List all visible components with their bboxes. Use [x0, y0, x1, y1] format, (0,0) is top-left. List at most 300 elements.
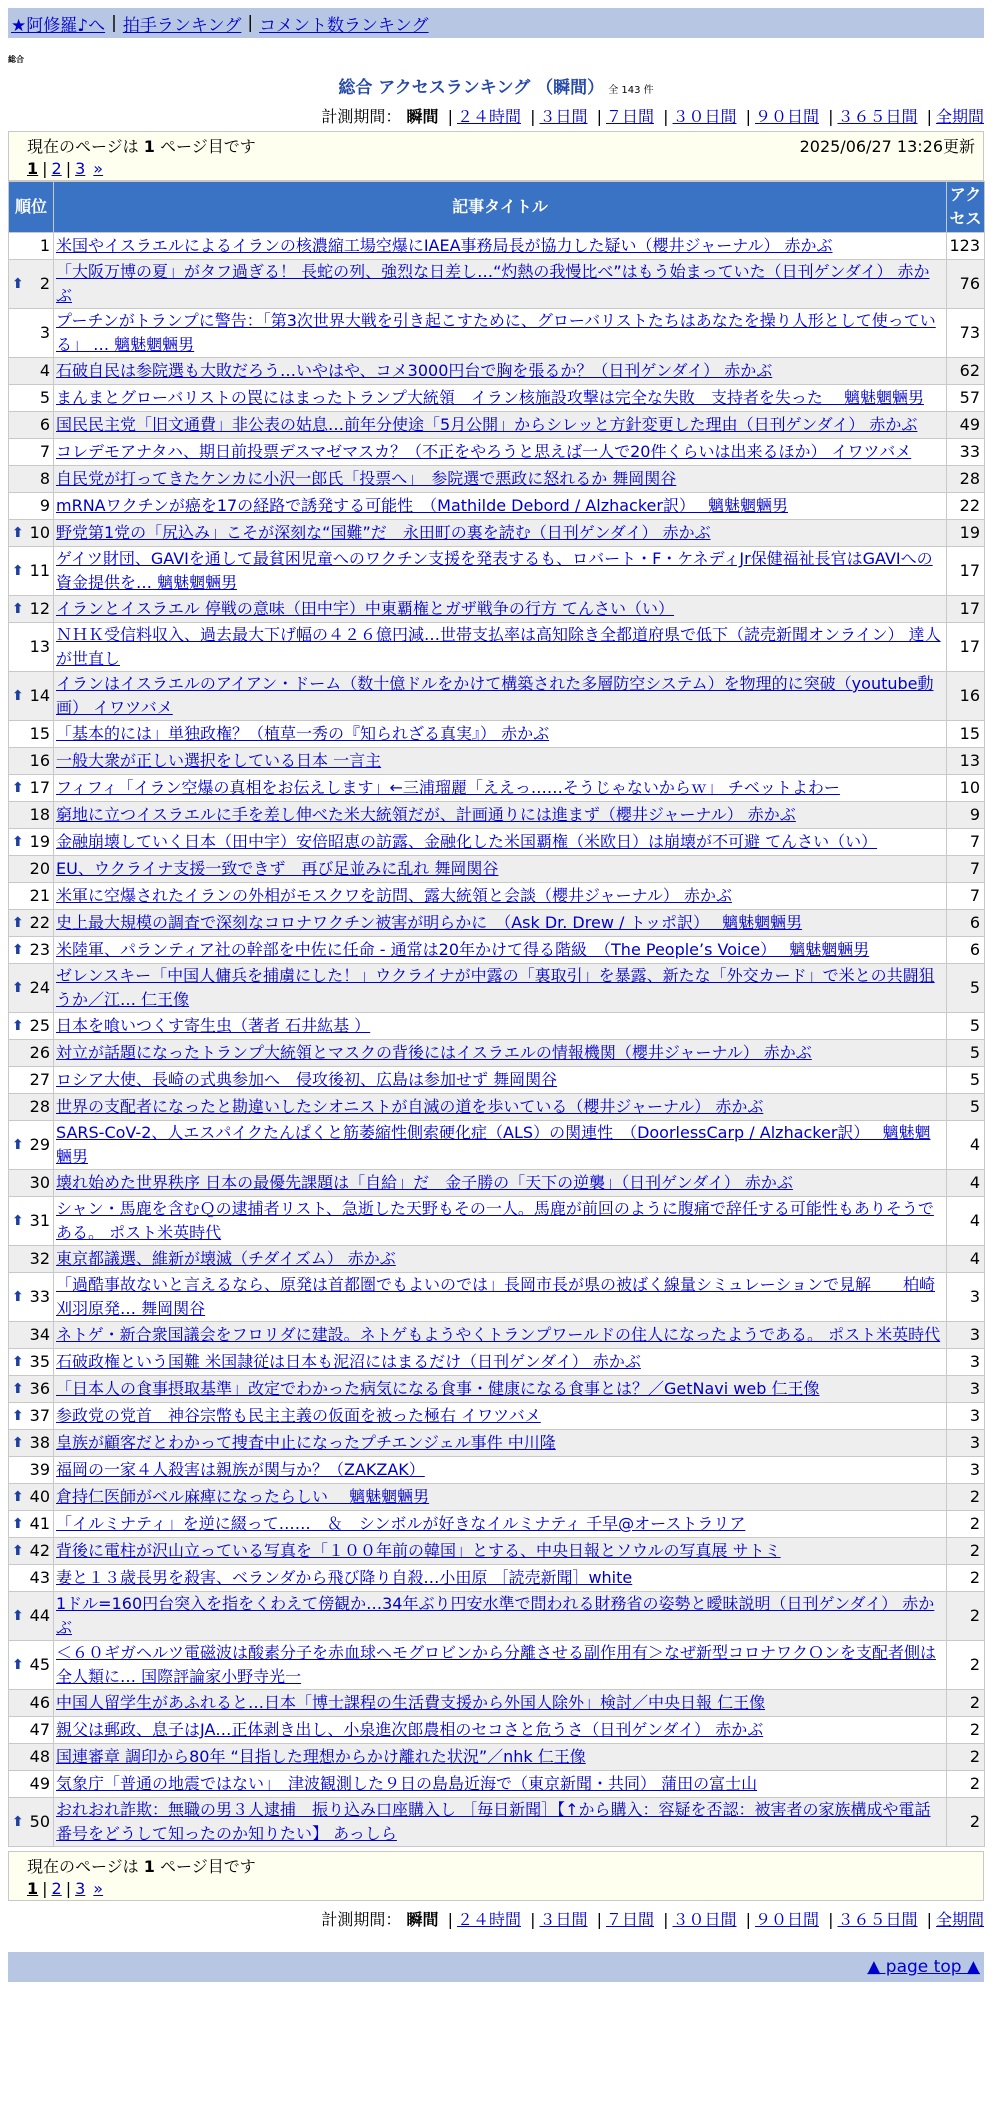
- pager-link-2[interactable]: 2: [51, 158, 62, 178]
- period-link-7d[interactable]: ７日間: [605, 1910, 654, 1929]
- access-count: 2: [947, 1592, 985, 1641]
- article-link[interactable]: ネトゲ・新合衆国議会をフロリダに建設。ネトゲもようやくトランプワールドの住人になったようである。 ポスト米英時代: [56, 1325, 941, 1344]
- article-link[interactable]: 「日本人の食事摂取基準」改定でわかった病気になる食事・健康になる食事とは？／GetNavi web 仁王像: [56, 1379, 820, 1398]
- page-title: [0, 73, 992, 98]
- title-cell: [54, 1641, 947, 1690]
- table-row: [9, 1511, 985, 1538]
- access-count: 3: [947, 1457, 985, 1484]
- access-count: 4: [947, 1197, 985, 1246]
- title-cell: [54, 385, 947, 412]
- access-count: 2: [947, 1511, 985, 1538]
- rank-up-arrow-icon: ⬆: [12, 601, 24, 617]
- article-link[interactable]: 野党第1党の「尻込み」こそが深刻な“国難”だ 永田町の裏を読む（日刊ゲンダイ） 赤かぶ: [56, 523, 711, 542]
- title-cell: [54, 1457, 947, 1484]
- rank-number: 19: [29, 832, 50, 851]
- article-link[interactable]: 米陸軍、パランティア社の幹部を中佐に任命 - 通常は20年かけて得る階級 （The People’s Voice） 魑魅魍魎男: [56, 940, 870, 959]
- table-row: [9, 1641, 985, 1690]
- period-link-30d[interactable]: ３０日間: [672, 107, 737, 126]
- title-cell: [54, 520, 947, 547]
- title-cell: [54, 493, 947, 520]
- access-count: 123: [947, 233, 985, 260]
- rank-cell: [9, 1511, 54, 1538]
- period-link-30d[interactable]: ３０日間: [672, 1910, 737, 1929]
- rank-cell: [9, 1170, 54, 1197]
- rank-up-arrow-icon: ⬆: [12, 834, 24, 850]
- rank-cell: [9, 233, 54, 260]
- rank-up-arrow-icon: ⬆: [12, 1435, 24, 1451]
- article-link[interactable]: 金融崩壊していく日本（田中宇）安倍昭恵の訪露、金融化した米国覇権（米欧日）は崩壊が不可避 てんさい（い）: [56, 832, 878, 851]
- access-count: 62: [947, 358, 985, 385]
- period-selector-top: 計測期間： 瞬間 | ２４時間 | ３日間 | ７日間 | ３０日間 | ９０日間 | ３６５日間 | 全期間: [321, 107, 984, 126]
- title-cell: [54, 1690, 947, 1717]
- article-link[interactable]: 米国やイスラエルによるイランの核濃縮工場空爆にIAEA事務局長が協力した疑い（櫻井ジャーナル） 赤かぶ: [56, 236, 833, 255]
- title-cell: [54, 1013, 947, 1040]
- title-cell: [54, 1197, 947, 1246]
- period-label: 計測期間：: [321, 107, 402, 126]
- rank-cell: [9, 412, 54, 439]
- rank-cell: [9, 1641, 54, 1690]
- access-count: 33: [947, 439, 985, 466]
- rank-up-arrow-icon: ⬆: [12, 942, 24, 958]
- access-count: 49: [947, 412, 985, 439]
- rank-cell: [9, 1067, 54, 1094]
- table-row: [9, 721, 985, 748]
- title-cell: [54, 910, 947, 937]
- rank-number: 5: [39, 388, 50, 407]
- table-row: [9, 1484, 985, 1511]
- table-row: [9, 520, 985, 547]
- period-link-3d[interactable]: ３日間: [539, 1910, 588, 1929]
- article-link[interactable]: 福岡の一家４人殺害は親族が関与か？（ZAKZAK）: [56, 1460, 425, 1479]
- rank-number: 10: [29, 523, 50, 542]
- nav-link-comment-ranking[interactable]: コメント数ランキング: [259, 15, 429, 36]
- table-row: [9, 1273, 985, 1322]
- rank-number: 30: [29, 1173, 50, 1192]
- rank-up-arrow-icon: ⬆: [12, 1213, 24, 1229]
- period-link-24h[interactable]: ２４時間: [456, 1910, 521, 1929]
- period-link-all[interactable]: 全期間: [935, 1910, 984, 1929]
- rank-number: 36: [29, 1379, 50, 1398]
- article-link[interactable]: 石破政権という国難 米国隷従は日本も泥沼にはまるだけ（日刊ゲンダイ） 赤かぶ: [56, 1352, 641, 1371]
- table-row: [9, 1246, 985, 1273]
- rank-cell: [9, 1094, 54, 1121]
- rank-cell: [9, 358, 54, 385]
- current-page-text: 現在のページは 1 ページ目です: [27, 136, 256, 156]
- page-title-text: 総合 アクセスランキング （瞬間）: [338, 78, 605, 98]
- access-count: 22: [947, 493, 985, 520]
- title-cell: [54, 829, 947, 856]
- rank-number: 29: [29, 1135, 50, 1154]
- pager-next[interactable]: »: [93, 158, 104, 178]
- rank-number: 27: [29, 1070, 50, 1089]
- title-cell: [54, 775, 947, 802]
- period-link-365d[interactable]: ３６５日間: [837, 1910, 918, 1929]
- article-link[interactable]: EU、ウクライナ支援一致できず 再び足並みに乱れ 舞岡関谷: [56, 859, 499, 878]
- rank-cell: [9, 672, 54, 721]
- table-row: [9, 358, 985, 385]
- access-count: 73: [947, 309, 985, 358]
- title-cell: [54, 1121, 947, 1170]
- rank-cell: [9, 1457, 54, 1484]
- title-cell: [54, 1376, 947, 1403]
- access-count: 76: [947, 260, 985, 309]
- bottom-bar: [8, 1952, 984, 1982]
- title-cell: [54, 1538, 947, 1565]
- access-count: 7: [947, 829, 985, 856]
- table-row: [9, 1403, 985, 1430]
- access-count: 6: [947, 910, 985, 937]
- title-cell: [54, 1565, 947, 1592]
- rank-number: 45: [29, 1655, 50, 1674]
- header-access: アクセス: [947, 182, 985, 233]
- access-count: 4: [947, 1121, 985, 1170]
- access-count: 3: [947, 1349, 985, 1376]
- title-cell: [54, 1484, 947, 1511]
- nav-link-applause-ranking[interactable]: 拍手ランキング: [122, 15, 242, 36]
- rank-cell: [9, 385, 54, 412]
- table-row: [9, 748, 985, 775]
- rank-number: 15: [29, 724, 50, 743]
- rank-up-arrow-icon: ⬆: [12, 1489, 24, 1505]
- access-count: 6: [947, 937, 985, 964]
- table-row: [9, 412, 985, 439]
- rank-number: 2: [39, 274, 50, 293]
- rank-cell: [9, 309, 54, 358]
- rank-cell: [9, 883, 54, 910]
- period-selector-bottom: 計測期間： 瞬間 | ２４時間 | ３日間 | ７日間 | ３０日間 | ９０日間 | ３６５日間 | 全期間: [321, 1910, 984, 1929]
- title-cell: [54, 1592, 947, 1641]
- rank-cell: [9, 520, 54, 547]
- period-link-24h[interactable]: ２４時間: [456, 107, 521, 126]
- access-count: 7: [947, 883, 985, 910]
- access-count: 5: [947, 1013, 985, 1040]
- article-link[interactable]: 国民民主党「旧文通費」非公表の姑息…前年分使途「5月公開」からシレッと方針変更した理由（日刊ゲンダイ） 赤かぶ: [56, 415, 918, 434]
- access-count: 4: [947, 1246, 985, 1273]
- page-info-bottom: [8, 1851, 984, 1901]
- rank-up-arrow-icon: ⬆: [12, 980, 24, 996]
- rank-number: 9: [39, 496, 50, 515]
- table-row: [9, 883, 985, 910]
- rank-number: 16: [29, 751, 50, 770]
- article-link[interactable]: 壊れ始めた世界秩序 日本の最優先課題は「自給」だ 金子勝の「天下の逆襲」（日刊ゲンダイ） 赤かぶ: [56, 1173, 793, 1192]
- article-link[interactable]: 一般大衆が正しい選択をしている日本 一言主: [56, 751, 382, 770]
- rank-cell: [9, 1040, 54, 1067]
- header-rank: 順位: [9, 182, 54, 233]
- period-current: 瞬間: [406, 1910, 439, 1929]
- rank-number: 47: [29, 1720, 50, 1739]
- rank-number: 23: [29, 940, 50, 959]
- article-link[interactable]: イランとイスラエル 停戦の意味（田中宇）中東覇権とガザ戦争の行方 てんさい（い）: [56, 599, 675, 618]
- rank-number: 39: [29, 1460, 50, 1479]
- rank-cell: [9, 623, 54, 672]
- title-cell: [54, 260, 947, 309]
- ranking-table: [8, 181, 985, 1847]
- table-row: [9, 1376, 985, 1403]
- access-count: 2: [947, 1565, 985, 1592]
- article-link[interactable]: ＜６０ギガヘルツ電磁波は酸素分子を赤血球ヘモグロビンから分離させる副作用有＞なぜ新型コロナワクＯンを支配者側は全人類に… 国際評論家小野寺光一: [56, 1643, 937, 1686]
- rank-cell: [9, 1717, 54, 1744]
- rank-number: 26: [29, 1043, 50, 1062]
- article-link[interactable]: 国連審章 調印から80年 “目指した理想からかけ離れた状況”／nhk 仁王像: [56, 1747, 586, 1766]
- total-count: 全 143 件: [608, 85, 654, 96]
- access-count: 2: [947, 1484, 985, 1511]
- rank-number: 41: [29, 1514, 50, 1533]
- table-row: [9, 829, 985, 856]
- rank-number: 7: [39, 442, 50, 461]
- table-row: [9, 1457, 985, 1484]
- rank-number: 17: [29, 778, 50, 797]
- rank-number: 46: [29, 1693, 50, 1712]
- rank-cell: [9, 1690, 54, 1717]
- rank-up-arrow-icon: ⬆: [12, 1018, 24, 1034]
- title-cell: [54, 721, 947, 748]
- rank-number: 40: [29, 1487, 50, 1506]
- pager-link-3[interactable]: 3: [75, 158, 86, 178]
- article-link[interactable]: 米軍に空爆されたイランの外相がモスクワを訪問、露大統領と会談（櫻井ジャーナル） 赤かぶ: [56, 886, 732, 905]
- rank-cell: [9, 1246, 54, 1273]
- rank-cell: [9, 547, 54, 596]
- rank-number: 44: [29, 1606, 50, 1625]
- access-count: 2: [947, 1641, 985, 1690]
- article-link[interactable]: SARS-CoV-2、人エスパイクたんぱくと筋萎縮性側索硬化症（ALS）の関連性 （DoorlessCarp / Alzhacker訳） 魑魅魍魎男: [56, 1123, 931, 1166]
- table-row: [9, 775, 985, 802]
- article-link[interactable]: プーチンがトランプに警告：「第3次世界大戦を引き起こすために、グローバリストたちはあなたを操り人形として使っている」 … 魑魅魍魎男: [56, 311, 936, 354]
- access-count: 2: [947, 1717, 985, 1744]
- rank-number: 6: [39, 415, 50, 434]
- article-link[interactable]: 背後に電柱が沢山立っている写真を「１００年前の韓国」とする、中央日報とソウルの写真展 サトミ: [56, 1541, 781, 1560]
- pager-link-2[interactable]: 2: [51, 1878, 62, 1898]
- article-link[interactable]: まんまとグローバリストの罠にはまったトランプ大統領 イラン核施設攻撃は完全な失敗 支持者を失った 魑魅魍魎男: [56, 388, 924, 407]
- access-count: 4: [947, 1170, 985, 1197]
- article-link[interactable]: フィフィ「イラン空爆の真相をお伝えします」←三浦瑠麗「ええっ……そうじゃないからｗ」 チベットよわー: [56, 778, 840, 797]
- access-count: 57: [947, 385, 985, 412]
- rank-cell: [9, 1376, 54, 1403]
- title-cell: [54, 1717, 947, 1744]
- ranking-table-body: [9, 233, 985, 1847]
- access-count: 2: [947, 1771, 985, 1798]
- article-link[interactable]: ロシア大使、長崎の式典参加へ 侵攻後初、広島は参加せず 舞岡関谷: [56, 1070, 558, 1089]
- rank-number: 42: [29, 1541, 50, 1560]
- table-row: [9, 1349, 985, 1376]
- article-link[interactable]: 参政党の党首 神谷宗幣も民主主義の仮面を被った極右 イワツバメ: [56, 1406, 541, 1425]
- title-cell: [54, 547, 947, 596]
- access-count: 3: [947, 1322, 985, 1349]
- access-count: 5: [947, 964, 985, 1013]
- access-count: 5: [947, 1067, 985, 1094]
- page-info-top: [8, 131, 984, 181]
- rank-cell: [9, 1538, 54, 1565]
- table-row: [9, 385, 985, 412]
- access-count: 3: [947, 1376, 985, 1403]
- period-link-90d[interactable]: ９０日間: [754, 107, 819, 126]
- table-row: [9, 1592, 985, 1641]
- title-cell: [54, 309, 947, 358]
- access-count: 3: [947, 1273, 985, 1322]
- article-link[interactable]: 史上最大規模の調査で深刻なコロナワクチン被害が明らかに （Ask Dr. Drew / トッポ訳） 魑魅魍魎男: [56, 913, 803, 932]
- article-link[interactable]: ゼレンスキー「中国人傭兵を捕虜にした！」ウクライナが中露の「裏取引」を暴露、新たな「外交カード」で米との共闘狙うか／江… 仁王像: [56, 966, 935, 1009]
- table-row: [9, 937, 985, 964]
- top-nav-bar: [8, 8, 984, 38]
- access-count: 3: [947, 1403, 985, 1430]
- table-row: [9, 910, 985, 937]
- rank-up-arrow-icon: ⬆: [12, 563, 24, 579]
- article-link[interactable]: ＮＨＫ受信料収入、過去最大下げ幅の４２６億円減…世帯支払率は高知除き全都道府県で低下（読売新聞オンライン） 達人が世直し: [56, 625, 941, 668]
- article-link[interactable]: 日本を喰いつくす寄生虫（著者 石井紘基 ）: [56, 1016, 371, 1035]
- title-cell: [54, 748, 947, 775]
- table-row: [9, 439, 985, 466]
- table-row: [9, 1744, 985, 1771]
- access-count: 5: [947, 1040, 985, 1067]
- title-cell: [54, 964, 947, 1013]
- article-link[interactable]: 1ドル=160円台突入を指をくわえて傍観か…34年ぶり円安水準で問われる財務省の姿勢と曖昧説明（日刊ゲンダイ） 赤かぶ: [56, 1594, 935, 1637]
- access-count: 19: [947, 520, 985, 547]
- title-cell: [54, 1430, 947, 1457]
- article-link[interactable]: 窮地に立つイスラエルに手を差し伸べた米大統領だが、計画通りには進まず（櫻井ジャーナル） 赤かぶ: [56, 805, 796, 824]
- title-cell: [54, 1798, 947, 1847]
- article-link[interactable]: 世界の支配者になったと勘違いしたシオニストが自滅の道を歩いている（櫻井ジャーナル） 赤かぶ: [56, 1097, 764, 1116]
- rank-number: 24: [29, 978, 50, 997]
- access-count: 10: [947, 775, 985, 802]
- rank-number: 28: [29, 1097, 50, 1116]
- table-row: [9, 1771, 985, 1798]
- title-cell: [54, 233, 947, 260]
- article-link[interactable]: おれおれ詐欺：無職の男３人逮捕 振り込み口座購入し ［毎日新聞］【↑から購入：容疑を否認：被害者の家族構成や電話番号をどうして知ったのか知りたい】 あっしら: [56, 1800, 931, 1843]
- rank-number: 33: [29, 1287, 50, 1306]
- rank-up-arrow-icon: ⬆: [12, 915, 24, 931]
- rank-number: 49: [29, 1774, 50, 1793]
- table-row: [9, 856, 985, 883]
- pager-link-3[interactable]: 3: [75, 1878, 86, 1898]
- article-link[interactable]: 東京都議選、維新が壊滅（チダイズム） 赤かぶ: [56, 1249, 396, 1268]
- article-link[interactable]: mRNAワクチンが癌を17の経路で誘発する可能性 （Mathilde Debord / Alzhacker訳） 魑魅魍魎男: [56, 496, 789, 515]
- rank-number: 14: [29, 686, 50, 705]
- rank-number: 38: [29, 1433, 50, 1452]
- table-row: [9, 1094, 985, 1121]
- pager-next[interactable]: »: [93, 1878, 104, 1898]
- rank-cell: [9, 1798, 54, 1847]
- period-current: 瞬間: [406, 107, 439, 126]
- table-row: [9, 802, 985, 829]
- table-row: [9, 466, 985, 493]
- period-link-365d[interactable]: ３６５日間: [837, 107, 918, 126]
- access-count: 2: [947, 1744, 985, 1771]
- article-link[interactable]: 気象庁「普通の地震ではない」 津波観測した９日の島島近海で（東京新聞・共同） 蒲田の富士山: [56, 1774, 758, 1793]
- table-row: [9, 493, 985, 520]
- rank-cell: [9, 748, 54, 775]
- rank-cell: [9, 1273, 54, 1322]
- rank-number: 11: [29, 561, 50, 580]
- article-link[interactable]: 石破自民は参院選も大敗だろう…いやはや、コメ3000円台で胸を張るか？（日刊ゲンダイ） 赤かぶ: [56, 361, 773, 380]
- table-row: [9, 547, 985, 596]
- period-label: 計測期間：: [321, 1910, 402, 1929]
- title-cell: [54, 1349, 947, 1376]
- title-cell: [54, 466, 947, 493]
- rank-up-arrow-icon: ⬆: [12, 1543, 24, 1559]
- table-row: [9, 260, 985, 309]
- rank-cell: [9, 260, 54, 309]
- table-row: [9, 1798, 985, 1847]
- article-link[interactable]: イランはイスラエルのアイアン・ドーム（数十億ドルをかけて構築された多層防空システム）を物理的に突破（youtube動画） イワツバメ: [56, 674, 934, 717]
- article-link[interactable]: 自民党が打ってきたケンカに小沢一郎氏「投票へ」 参院選で悪政に怒れるか 舞岡関谷: [56, 469, 677, 488]
- article-link[interactable]: 皇族が顧客だとわかって捜査中止になったプチエンジェル事件 中川隆: [56, 1433, 556, 1452]
- article-link[interactable]: ゲイツ財団、GAVIを通して最貧困児童へのワクチン支援を発表するも、ロバート・F・ケネディJr保健福祉長官はGAVIへの資金提供を… 魑魅魍魎男: [56, 549, 933, 592]
- title-cell: [54, 802, 947, 829]
- rank-cell: [9, 1403, 54, 1430]
- rank-cell: [9, 856, 54, 883]
- rank-cell: [9, 1484, 54, 1511]
- table-row: [9, 1322, 985, 1349]
- article-link[interactable]: 妻と１３歳長男を殺害、ベランダから飛び降り自殺…小田原 ［読売新聞］white: [56, 1568, 633, 1587]
- rank-up-arrow-icon: ⬆: [12, 1289, 24, 1305]
- table-row: [9, 1067, 985, 1094]
- rank-cell: [9, 1121, 54, 1170]
- rank-cell: [9, 775, 54, 802]
- table-row: [9, 596, 985, 623]
- table-row: [9, 672, 985, 721]
- article-link[interactable]: 中国人留学生があふれると…日本「博士課程の生活費支援から外国人除外」検討／中央日報 仁王像: [56, 1693, 766, 1712]
- period-link-90d[interactable]: ９０日間: [754, 1910, 819, 1929]
- rank-number: 50: [29, 1812, 50, 1831]
- rank-number: 25: [29, 1016, 50, 1035]
- rank-cell: [9, 721, 54, 748]
- title-cell: [54, 1273, 947, 1322]
- page-top-link[interactable]: ▲ page top ▲: [867, 1957, 980, 1977]
- period-link-all[interactable]: 全期間: [935, 107, 984, 126]
- access-count: 7: [947, 856, 985, 883]
- article-link[interactable]: 「大阪万博の夏」がタフ過ぎる！ 長蛇の列、強烈な日差し…“灼熱の我慢比べ”はもう始まっていた（日刊ゲンダイ） 赤かぶ: [56, 262, 930, 305]
- title-cell: [54, 1511, 947, 1538]
- table-row: [9, 1565, 985, 1592]
- pager-bottom: 1 | 2 | 3 »: [27, 1878, 104, 1898]
- access-count: 3: [947, 1430, 985, 1457]
- rank-cell: [9, 1565, 54, 1592]
- article-link[interactable]: 倉持仁医師がベル麻痺になったらしい 魑魅魍魎男: [56, 1487, 430, 1506]
- article-link[interactable]: 対立が話題になったトランプ大統領とマスクの背後にはイスラエルの情報機関（櫻井ジャーナル） 赤かぶ: [56, 1043, 812, 1062]
- rank-up-arrow-icon: ⬆: [12, 1516, 24, 1532]
- title-cell: [54, 1170, 947, 1197]
- rank-cell: [9, 1430, 54, 1457]
- header-title: 記事タイトル: [54, 182, 947, 233]
- access-count: 17: [947, 623, 985, 672]
- period-link-3d[interactable]: ３日間: [539, 107, 588, 126]
- access-count: 17: [947, 596, 985, 623]
- article-link[interactable]: 「過酷事故ないと言えるなら、原発は首都圏でもよいのでは」長岡市長が県の被ばく線量シミュレーションで見解 柏崎刈羽原発… 舞岡関谷: [56, 1275, 936, 1318]
- rank-cell: [9, 493, 54, 520]
- period-link-7d[interactable]: ７日間: [605, 107, 654, 126]
- rank-cell: [9, 1322, 54, 1349]
- rank-up-arrow-icon: ⬆: [12, 688, 24, 704]
- article-link[interactable]: コレデモアナタハ、期日前投票デスマゼマスカ？（不正をやろうと思えば一人で20件くらいは出来るほか） イワツバメ: [56, 442, 912, 461]
- article-link[interactable]: 「基本的には」単独政権？（植草一秀の『知られざる真実』） 赤かぶ: [56, 724, 550, 743]
- access-count: 16: [947, 672, 985, 721]
- rank-cell: [9, 1744, 54, 1771]
- rank-up-arrow-icon: ⬆: [12, 1354, 24, 1370]
- rank-cell: [9, 802, 54, 829]
- article-link[interactable]: 親父は郵政、息子はJA…正体剥き出し、小泉進次郎農相のセコさと危うさ（日刊ゲンダイ） 赤かぶ: [56, 1720, 764, 1739]
- title-cell: [54, 1246, 947, 1273]
- access-count: 5: [947, 1094, 985, 1121]
- updated-timestamp: 2025/06/27 13:26更新: [799, 136, 975, 156]
- article-link[interactable]: シャン・馬鹿を含むＱの逮捕者リスト、急逝した天野もその一人。馬鹿が前回のように腹痛で辞任する可能性もありそうである。 ポスト米英時代: [56, 1199, 934, 1242]
- rank-cell: [9, 910, 54, 937]
- title-cell: [54, 1322, 947, 1349]
- nav-link-asyura[interactable]: ★阿修羅♪へ: [11, 15, 106, 36]
- rank-number: 32: [29, 1249, 50, 1268]
- article-link[interactable]: 「イルミナティ」を逆に綴って…… ＆ シンボルが好きなイルミナティ 千早@オーストラリア: [56, 1514, 746, 1533]
- rank-number: 35: [29, 1352, 50, 1371]
- rank-cell: [9, 439, 54, 466]
- rank-cell: [9, 964, 54, 1013]
